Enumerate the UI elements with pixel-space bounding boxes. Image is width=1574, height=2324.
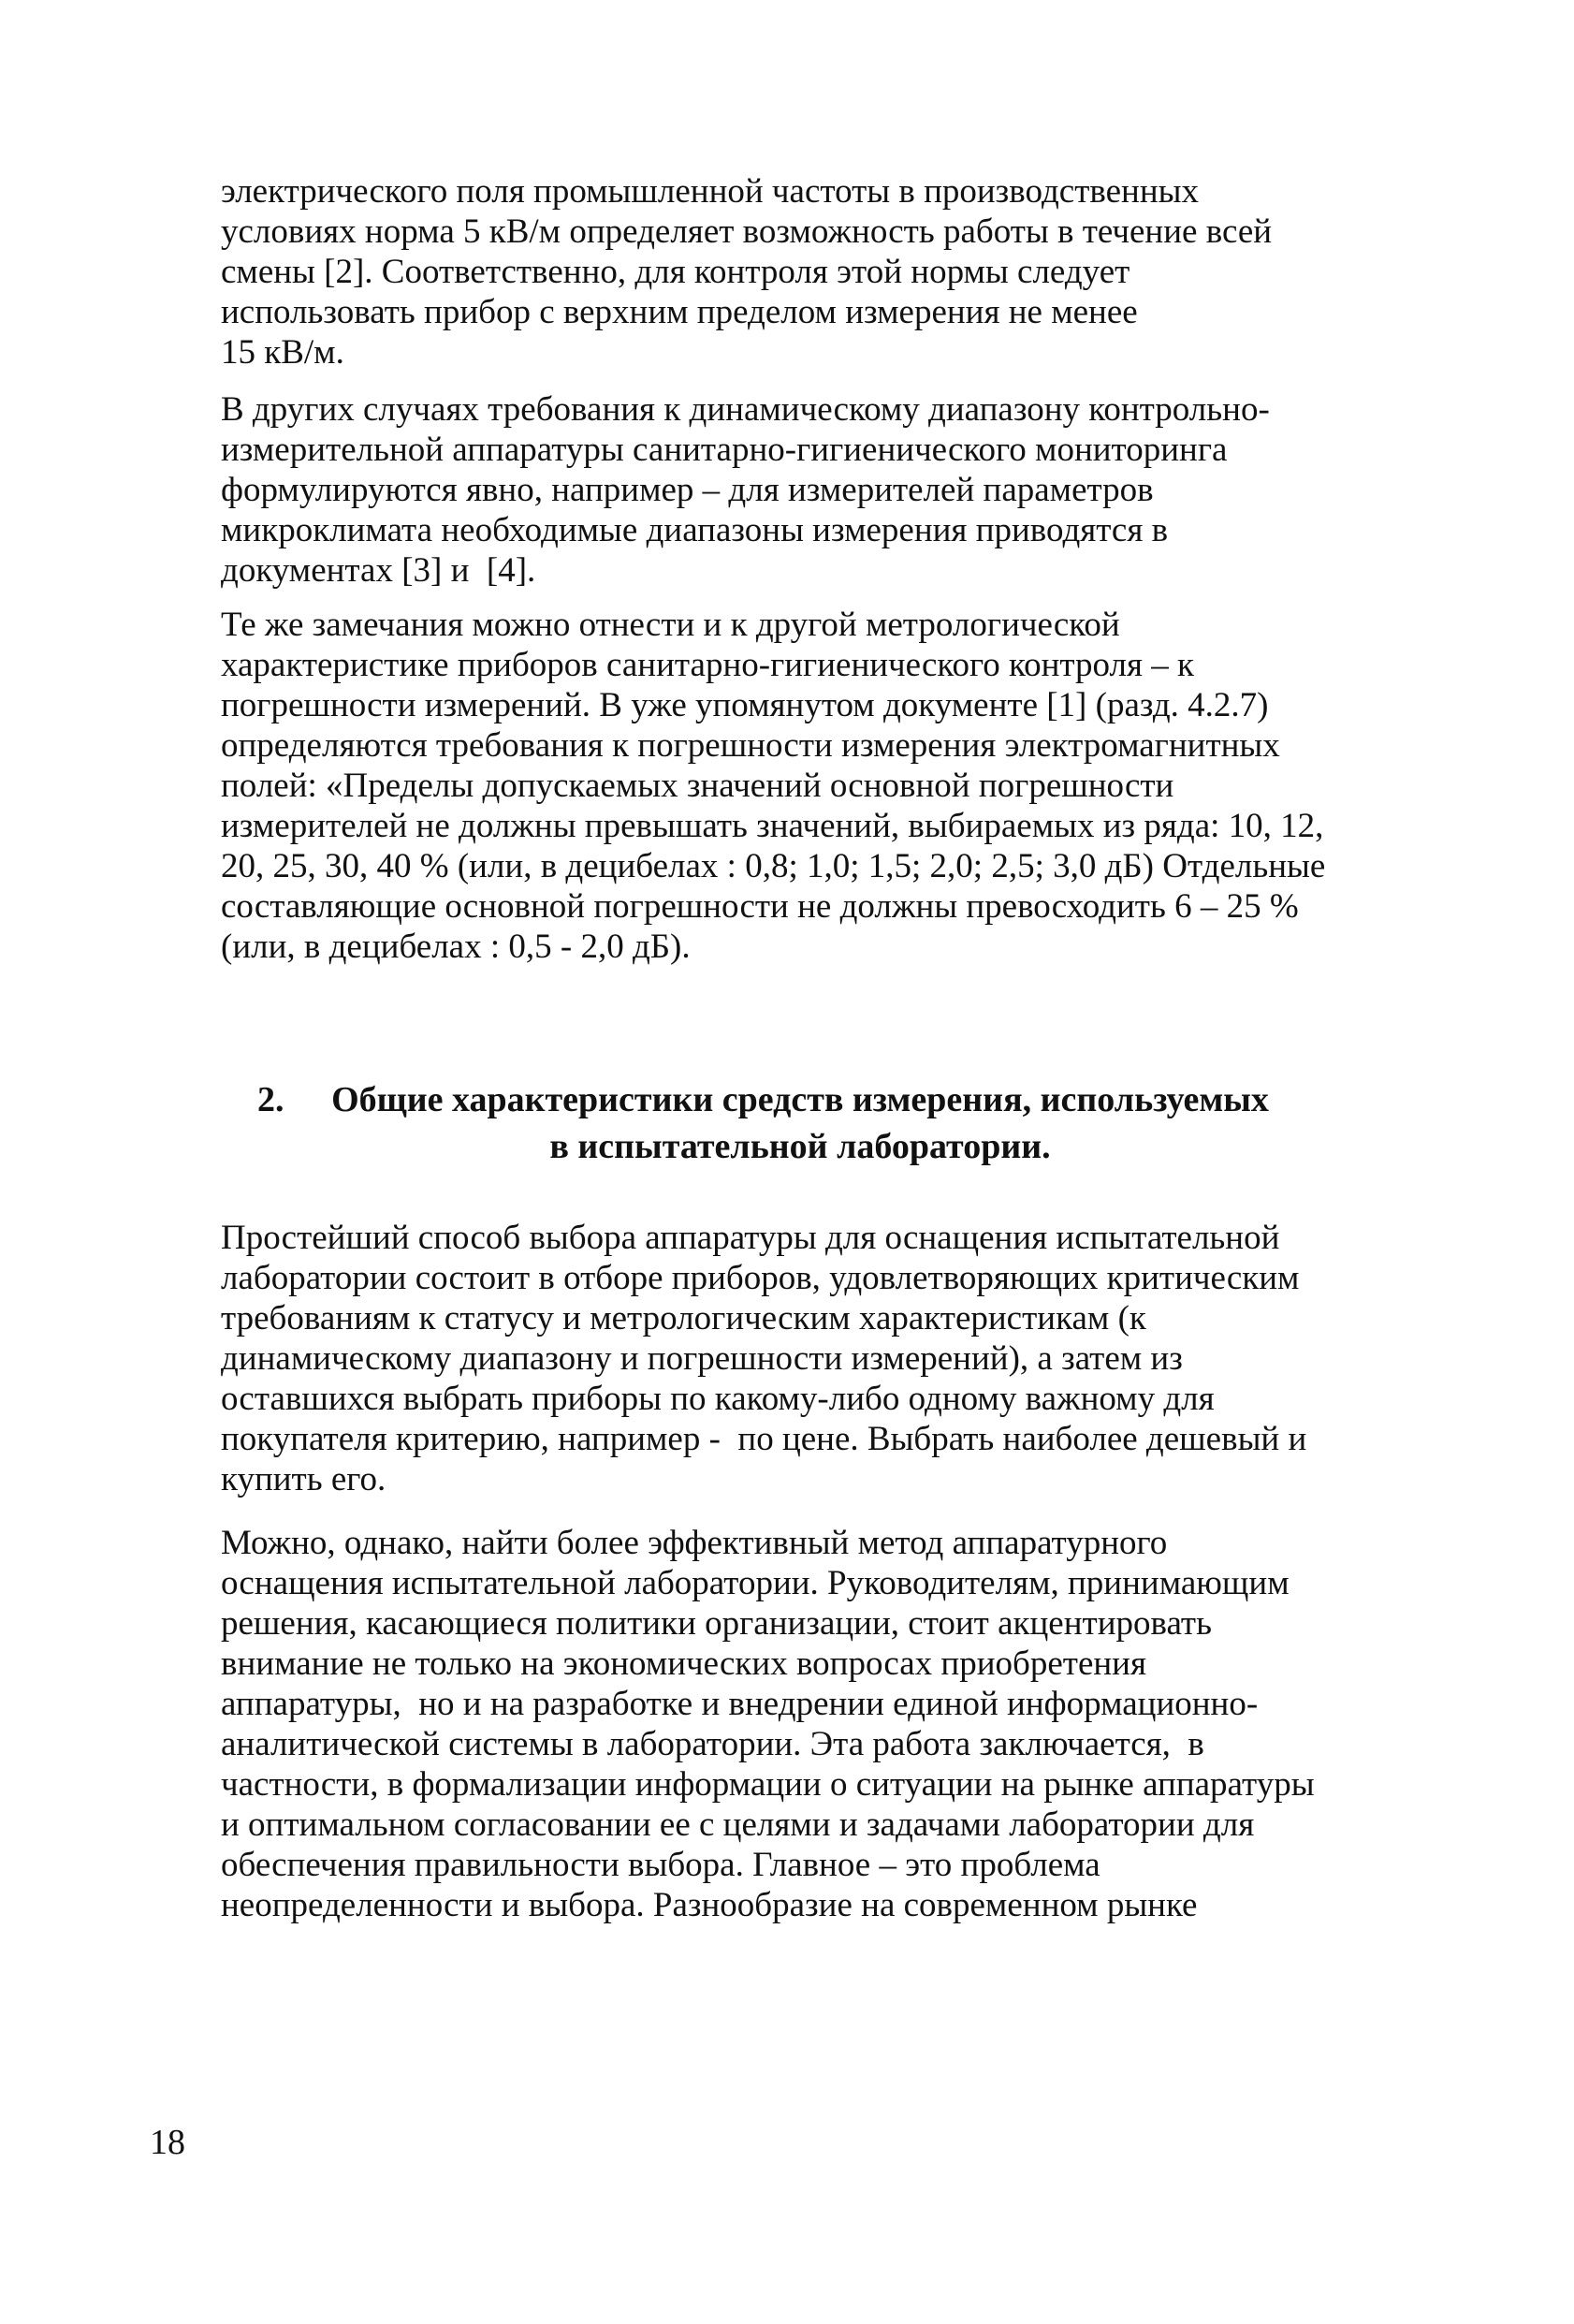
paragraph-measurement-error: Те же замечания можно отнести и к другой метрологической характеристике приборов санитарно-гигиенического контроля – к погрешности измерений. В уже упомянутом документе [1] (разд. 4.2.7) определяются требования к погрешности измерения электромагнитных полей: «Пределы допускаемых значений основной погрешности измерителей не должны превышать значений, выбираемых из ряда: 10, 12, 20, 25, 30, 40 % (или, в децибелах : 0,8; 1,0; 1,5; 2,0; 2,5; 3,0 дБ) Отдельные составляющие основной погрешности не должны превосходить 6 – 25 % (или, в децибелах : 0,5 - 2,0 дБ). <box>221 606 1326 966</box>
page-number: 18 <box>150 2123 185 2162</box>
section-title: Общие характеристики средств измерения, используемых в испытательной лаборатории. <box>331 1080 1269 1166</box>
paragraph-electric-field-norm: электрического поля промышленной частоты в производственных условиях норма 5 кВ/м определяет возможность работы в течение всей смены [2]. Соответственно, для контроля этой нормы следует использовать прибор с верхним пределом измерения не менее 15 кВ/м. <box>221 172 1273 372</box>
paragraph-efficient-method: Можно, однако, найти более эффективный метод аппаратурного оснащения испытательной лаборатории. Руководителям, принимающим решения, касающиеся политики организации, стоит акцентировать внимание не только на экономических вопросах приобретения аппаратуры, но и на разработке и внедрении единой информационно- аналитической системы в лаборатории. Эта работа заключается, в частности, в формализации информации о ситуации на рынке аппаратуры и оптимальном согласовании ее с целями и задачами лаборатории для обеспечения правильности выбора. Главное – это проблема неопределенности и выбора. Разнообразие на современном рынке <box>221 1524 1315 1924</box>
paragraph-simple-selection-method: Простейший способ выбора аппаратуры для оснащения испытательной лаборатории состоит в отборе приборов, удовлетворяющих критическим требованиям к статусу и метрологическим характеристикам (к динамическому диапазону и погрешности измерений), а затем из оставшихся выбрать приборы по какому-либо одному важному для покупателя критерию, например - по цене. Выбрать наиболее дешевый и купить его. <box>221 1219 1307 1498</box>
section-number: 2. <box>257 1080 284 1119</box>
paragraph-dynamic-range: В других случаях требования к динамическому диапазону контрольно- измерительной аппаратуры санитарно-гигиенического мониторинга формулируются явно, например – для измерителей параметров микроклимата необходимые диапазоны измерения приводятся в документах [3] и [4]. <box>221 390 1270 590</box>
